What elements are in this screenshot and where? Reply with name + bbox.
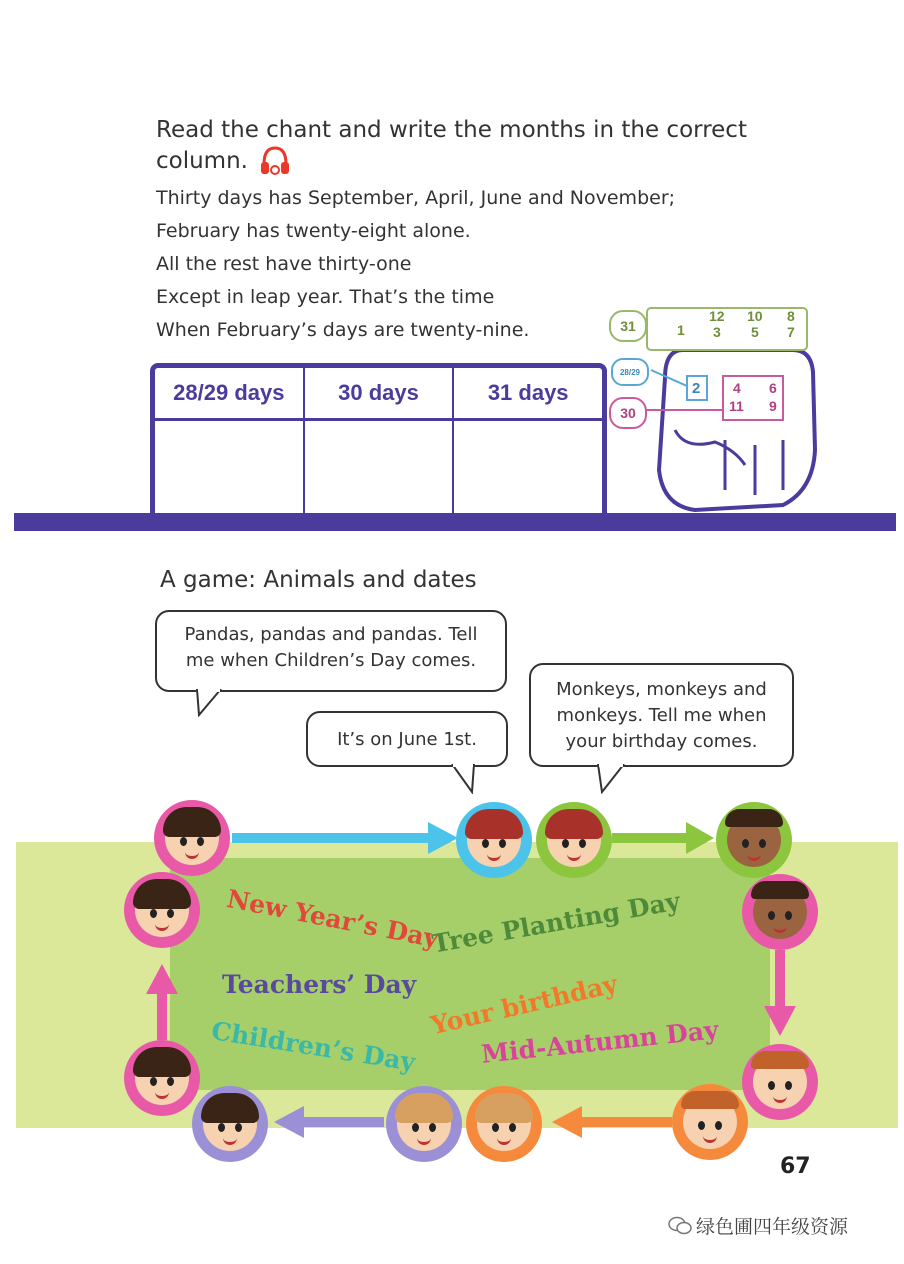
child-avatar-girl-red-hair bbox=[536, 802, 612, 878]
chant-line: When February’s days are twenty-nine. bbox=[156, 319, 530, 341]
watermark bbox=[668, 1212, 848, 1239]
child-avatar-girl bbox=[192, 1086, 268, 1162]
speech-text: It’s on June 1st. bbox=[337, 729, 477, 750]
month-number: 1 bbox=[677, 322, 685, 338]
watermark-text: 绿色圃四年级资源 bbox=[696, 1216, 849, 1238]
label-30: 30 bbox=[609, 397, 647, 429]
page-number: 67 bbox=[780, 1154, 811, 1179]
month-number: 10 bbox=[747, 308, 763, 324]
wechat-icon bbox=[668, 1216, 692, 1236]
month-number: 11 bbox=[729, 398, 744, 414]
chant-line: February has twenty-eight alone. bbox=[156, 220, 471, 242]
child-avatar-girl-blonde bbox=[386, 1086, 462, 1162]
holiday-tree-planting-day: Tree Planting Day bbox=[430, 886, 683, 959]
month-number: 2 bbox=[692, 380, 701, 397]
column-header-31-days: 31 days bbox=[487, 380, 569, 405]
month-number: 7 bbox=[787, 324, 795, 340]
month-number: 9 bbox=[769, 398, 777, 414]
label-28-29: 28/29 bbox=[611, 358, 649, 386]
child-avatar-boy-dark bbox=[742, 874, 818, 950]
month-number: 4 bbox=[733, 380, 741, 396]
child-avatar-boy-glasses bbox=[672, 1084, 748, 1160]
column-header-28-29-days: 28/29 days bbox=[155, 368, 305, 418]
column-header-30-days: 30 days bbox=[305, 368, 455, 418]
holiday-your-birthday: Your birthday bbox=[428, 969, 621, 1041]
child-avatar-girl-blonde bbox=[466, 1086, 542, 1162]
chant-heading-line1: Read the chant and write the months in the correct bbox=[156, 117, 747, 143]
month-number: 12 bbox=[709, 308, 725, 324]
holiday-teachers-day: Teachers’ Day bbox=[222, 970, 417, 999]
holiday-new-years-day: New Year’s Day bbox=[224, 884, 441, 954]
game-heading: A game: Animals and dates bbox=[160, 567, 477, 593]
month-number: 6 bbox=[769, 380, 777, 396]
child-avatar-boy-dark bbox=[716, 802, 792, 878]
speech-text: Monkeys, monkeys and monkeys. Tell me when your birthday comes. bbox=[556, 679, 767, 752]
child-avatar-girl bbox=[124, 1040, 200, 1116]
child-avatar-boy bbox=[154, 800, 230, 876]
chant-line: Except in leap year. That’s the time bbox=[156, 286, 495, 308]
child-avatar-girl-red-hair bbox=[456, 802, 532, 878]
month-number: 8 bbox=[787, 308, 795, 324]
child-avatar-boy bbox=[124, 872, 200, 948]
month-number: 5 bbox=[751, 324, 759, 340]
month-number: 3 bbox=[713, 324, 721, 340]
chant-line: Thirty days has September, April, June and November; bbox=[156, 187, 676, 209]
holiday-mid-autumn-day: Mid-Autumn Day bbox=[480, 1015, 720, 1069]
chant-heading-line2: column. bbox=[156, 148, 248, 174]
label-31: 31 bbox=[609, 310, 647, 342]
child-avatar-boy-glasses bbox=[742, 1044, 818, 1120]
speech-text: Pandas, pandas and pandas. Tell me when Children’s Day comes. bbox=[184, 624, 478, 671]
holiday-childrens-day: Children’s Day bbox=[209, 1016, 418, 1077]
chant-line: All the rest have thirty-one bbox=[156, 253, 412, 275]
